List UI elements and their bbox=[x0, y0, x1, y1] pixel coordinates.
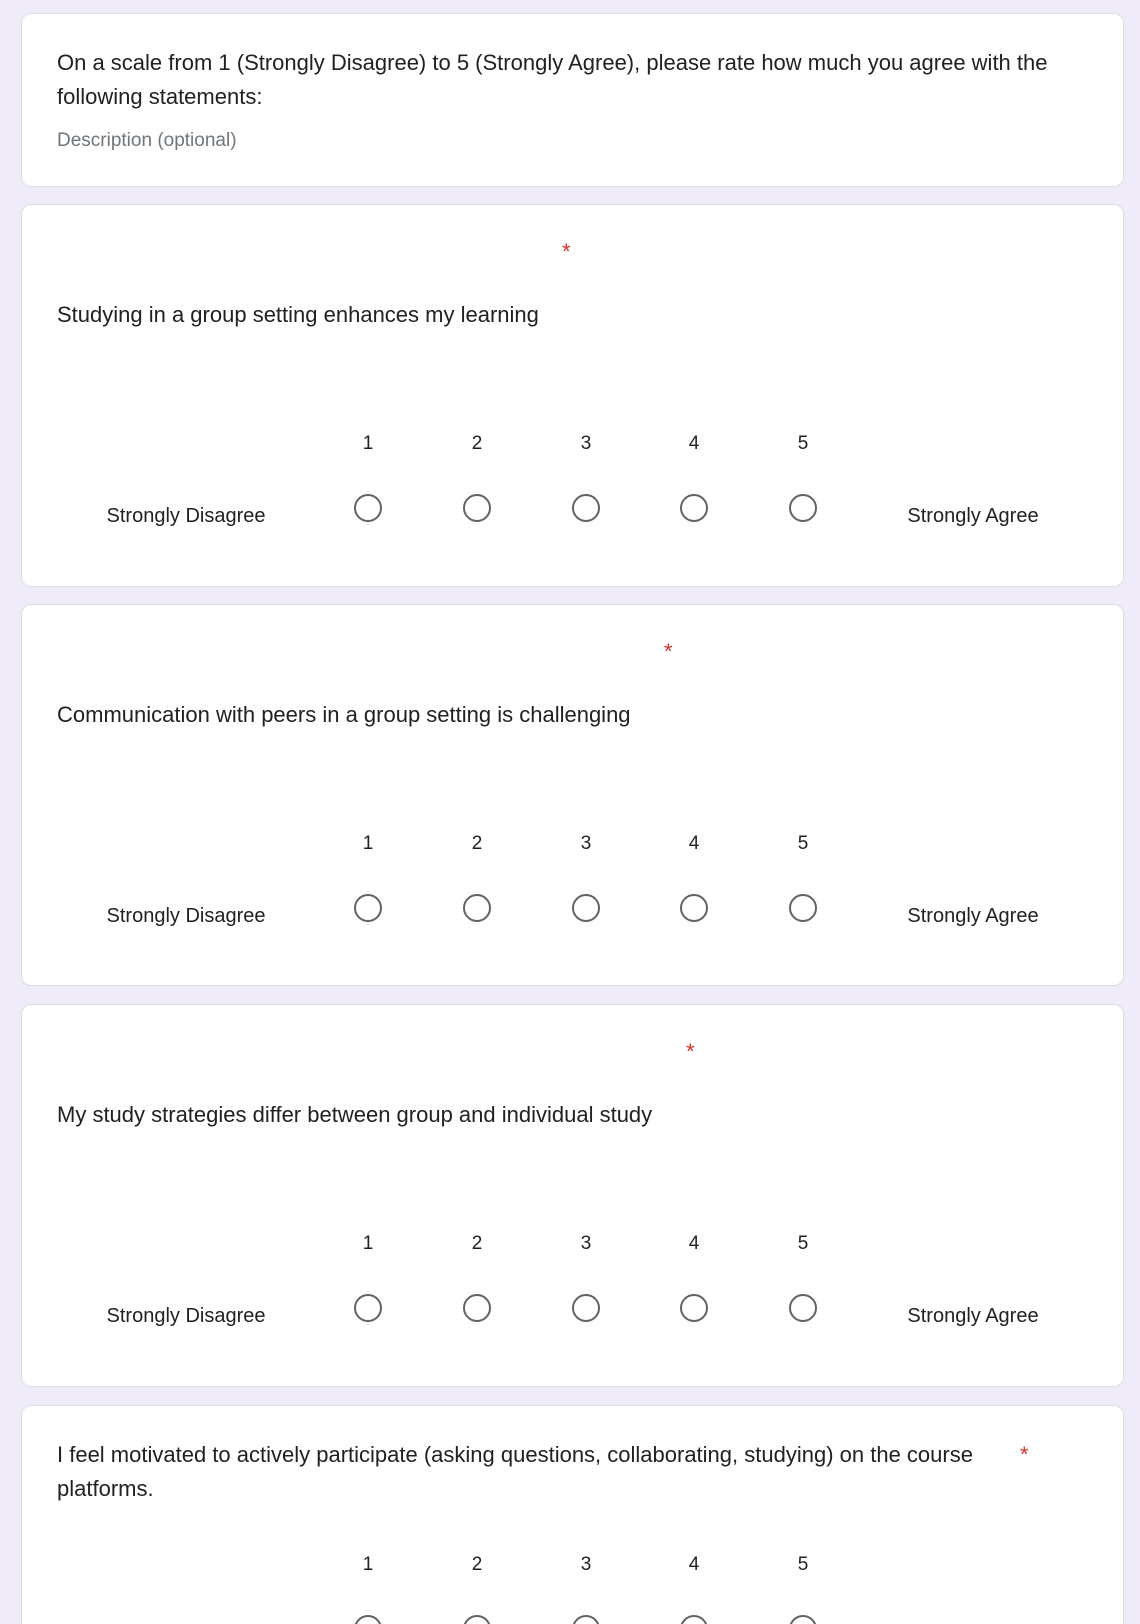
question-title[interactable]: Communication with peers in a group setting is challenging bbox=[57, 702, 631, 727]
radio-option-5[interactable] bbox=[789, 1294, 817, 1322]
question-card-1[interactable] bbox=[21, 204, 1124, 587]
scale-number-5: 5 bbox=[797, 433, 809, 454]
required-asterisk: * bbox=[686, 1039, 695, 1064]
scale-number-4: 4 bbox=[688, 433, 700, 454]
scale-number-2: 2 bbox=[471, 1233, 483, 1254]
radio-option-5[interactable] bbox=[789, 494, 817, 522]
section-title[interactable]: On a scale from 1 (Strongly Disagree) to 5 (Strongly Agree), please rate how much you agree with the following statements: bbox=[57, 50, 1048, 109]
scale-number-5: 5 bbox=[797, 1554, 809, 1575]
scale-number-2: 2 bbox=[471, 433, 483, 454]
scale-number-1: 1 bbox=[362, 433, 374, 454]
radio-option-2[interactable] bbox=[463, 1615, 491, 1624]
scale-number-2: 2 bbox=[471, 833, 483, 854]
scale-number-3: 3 bbox=[580, 833, 592, 854]
radio-option-5[interactable] bbox=[789, 894, 817, 922]
radio-option-2[interactable] bbox=[463, 1294, 491, 1322]
scale-high-label: Strongly Agree bbox=[907, 905, 1039, 927]
scale-number-5: 5 bbox=[797, 833, 809, 854]
scale-number-4: 4 bbox=[688, 833, 700, 854]
radio-option-1[interactable] bbox=[354, 894, 382, 922]
radio-option-2[interactable] bbox=[463, 894, 491, 922]
required-asterisk: * bbox=[562, 239, 571, 264]
radio-option-5[interactable] bbox=[789, 1615, 817, 1624]
scale-number-4: 4 bbox=[688, 1554, 700, 1575]
scale-low-label: Strongly Disagree bbox=[106, 905, 266, 927]
radio-option-3[interactable] bbox=[572, 494, 600, 522]
scale-number-4: 4 bbox=[688, 1233, 700, 1254]
question-card-4[interactable] bbox=[21, 1405, 1124, 1624]
radio-option-1[interactable] bbox=[354, 1294, 382, 1322]
question-card-2[interactable] bbox=[21, 604, 1124, 986]
question-card-3[interactable] bbox=[21, 1004, 1124, 1387]
scale-number-1: 1 bbox=[362, 1554, 374, 1575]
scale-low-label: Strongly Disagree bbox=[106, 1305, 266, 1327]
required-asterisk: * bbox=[1020, 1442, 1029, 1467]
radio-option-2[interactable] bbox=[463, 494, 491, 522]
scale-number-1: 1 bbox=[362, 1233, 374, 1254]
radio-option-4[interactable] bbox=[680, 894, 708, 922]
radio-option-1[interactable] bbox=[354, 1615, 382, 1624]
scale-number-5: 5 bbox=[797, 1233, 809, 1254]
section-intro-card bbox=[21, 13, 1124, 187]
scale-high-label: Strongly Agree bbox=[907, 505, 1039, 527]
required-asterisk: * bbox=[664, 639, 673, 664]
scale-low-label: Strongly Disagree bbox=[106, 505, 266, 527]
radio-option-4[interactable] bbox=[680, 1294, 708, 1322]
section-description-field[interactable]: Description (optional) bbox=[57, 130, 237, 151]
scale-number-3: 3 bbox=[580, 433, 592, 454]
scale-number-3: 3 bbox=[580, 1233, 592, 1254]
radio-option-4[interactable] bbox=[680, 494, 708, 522]
radio-option-1[interactable] bbox=[354, 494, 382, 522]
question-title[interactable]: Studying in a group setting enhances my learning bbox=[57, 302, 539, 327]
question-title[interactable]: I feel motivated to actively participate (asking questions, collaborating, studying) on the course platforms. bbox=[57, 1442, 973, 1501]
radio-option-3[interactable] bbox=[572, 894, 600, 922]
question-title[interactable]: My study strategies differ between group and individual study bbox=[57, 1102, 653, 1127]
radio-option-3[interactable] bbox=[572, 1294, 600, 1322]
radio-option-3[interactable] bbox=[572, 1615, 600, 1624]
radio-option-4[interactable] bbox=[680, 1615, 708, 1624]
scale-high-label: Strongly Agree bbox=[907, 1305, 1039, 1327]
scale-number-2: 2 bbox=[471, 1554, 483, 1575]
scale-number-1: 1 bbox=[362, 833, 374, 854]
scale-number-3: 3 bbox=[580, 1554, 592, 1575]
